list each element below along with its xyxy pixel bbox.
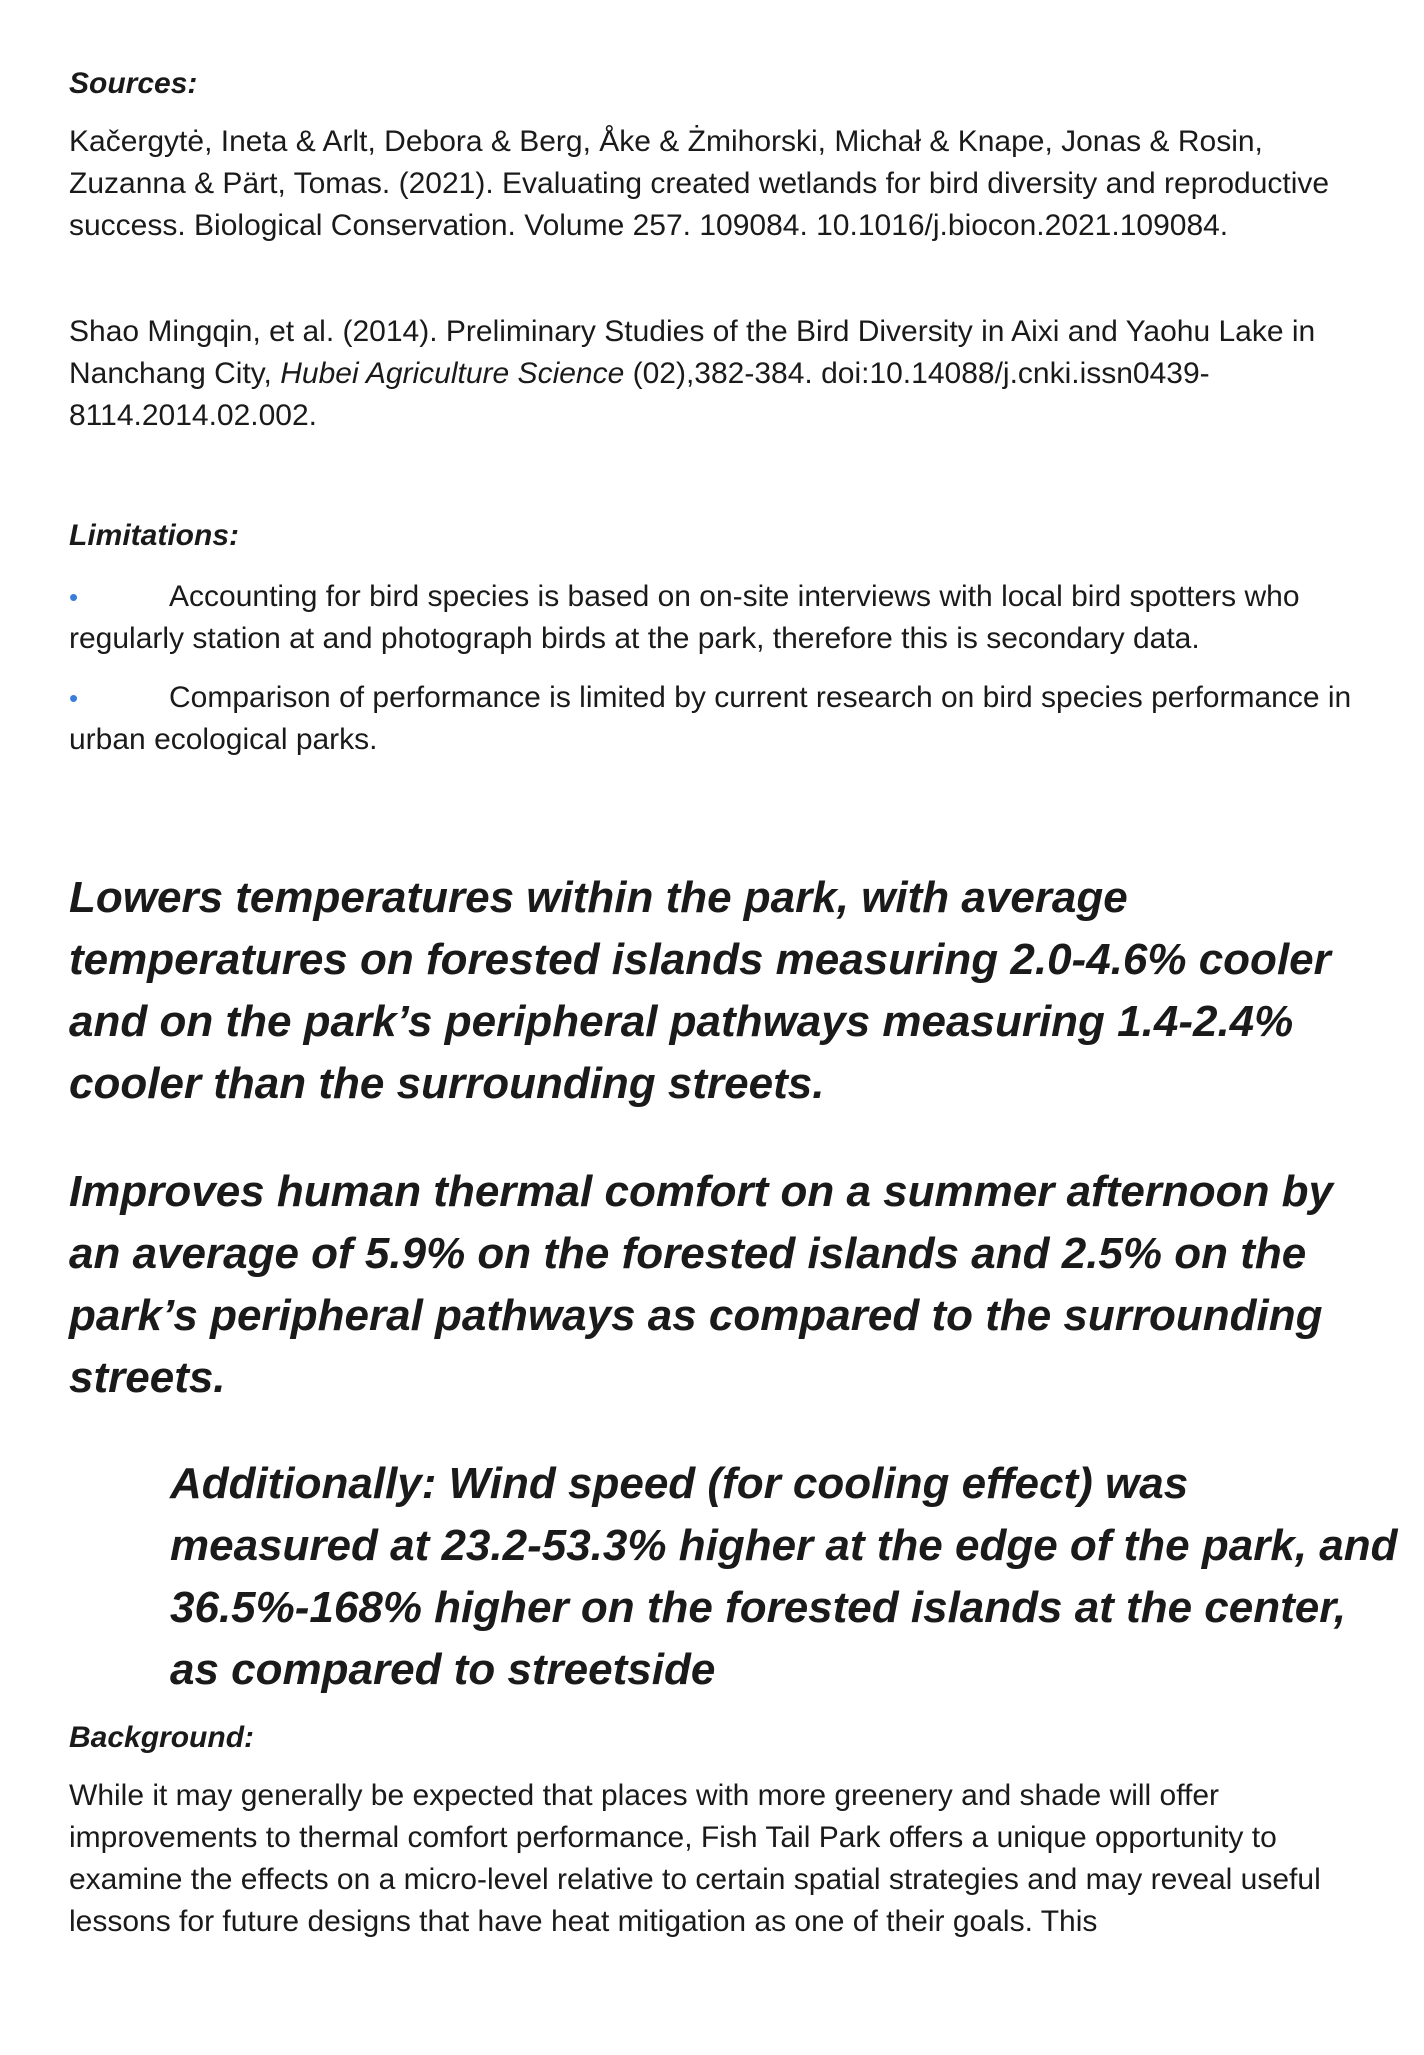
limitation-item [69,576,1369,660]
bullet-icon: • [69,683,79,713]
reference-2-details: (02),382-384. doi:10.14088/j.cnki.issn0439-8114.2014.02.002. [69,357,1210,432]
background-paragraph: While it may generally be expected that places with more greenery and shade will offer improvements to thermal comfort performance, Fish Tail Park offers a unique opportunity to examine the effects on a micro-level relative to certain spatial strategies and may reveal useful lessons for future designs that have heat mitigation as one of their goals. This [69,1779,1321,1938]
reference-1: Kačergytė, Ineta & Arlt, Debora & Berg, Åke & Żmihorski, Michał & Knape, Jonas & Rosin, Zuzanna & Pärt, Tomas. (2021). Evaluating created wetlands for bird diversity and reproductive success. Biological Conservation. Volume 257. 109084. 10.1016/j.biocon.2021.109084. [69,125,1330,242]
reference-2-journal: Hubei Agriculture Science [280,357,625,390]
limitation-text: Comparison of performance is limited by current research on bird species performance in urban ecological parks. [69,681,1352,756]
limitation-item [69,677,1369,761]
limitation-text: Accounting for bird species is based on on-site interviews with local bird spotters who regularly station at and photograph birds at the park, therefore this is secondary data. [69,580,1300,655]
bullet-icon: • [69,582,79,612]
sources-heading: Sources: [69,67,198,100]
reference-2 [69,311,1369,437]
thermal-comfort-claim: Improves human thermal comfort on a summer afternoon by an average of 5.9% on the forested islands and 2.5% on the park’s peripheral pathways as compared to the surrounding streets. [69,1167,1334,1402]
reference-2-text: Shao Mingqin, et al. (2014). Preliminary Studies of the Bird Diversity in Aixi and Yaohu Lake in Nanchang City, [69,315,1316,390]
background-heading: Background: [69,1721,255,1754]
temperature-claim: Lowers temperatures within the park, with average temperatures on forested islands measuring 2.0-4.6% cooler and on the park’s peripheral pathways measuring 1.4-2.4% cooler than the surrounding streets. [69,873,1331,1108]
limitations-heading: Limitations: [69,519,239,552]
wind-speed-claim: Additionally: Wind speed (for cooling effect) was measured at 23.2-53.3% higher at the edge of the park, and 36.5%-168% higher on the forested islands at the center, as compared to streetside [170,1459,1398,1694]
